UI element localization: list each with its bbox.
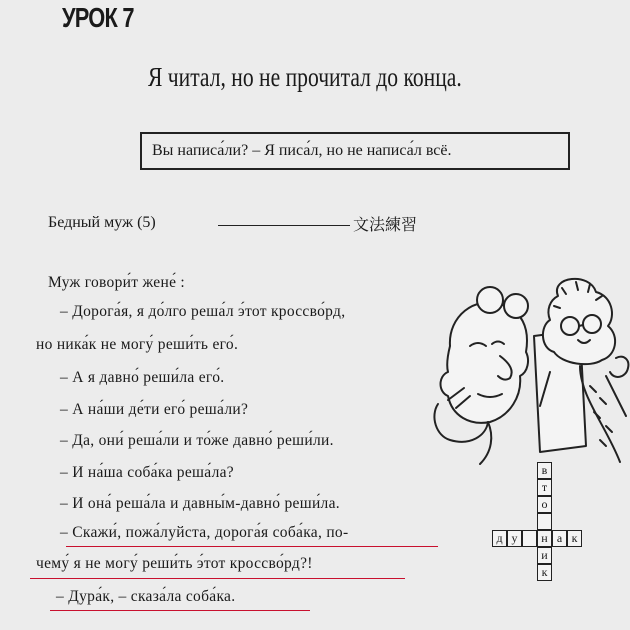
story-line: – А я давно́ реши́ла его́.	[60, 369, 225, 386]
story-subheading: Бедный муж (5)	[48, 214, 156, 231]
subheading-rule	[218, 225, 350, 226]
crossword-cell	[537, 513, 552, 530]
page-title: Я читал, но не прочитал до конца.	[148, 62, 462, 92]
lesson-label: УРОК 7	[62, 2, 134, 33]
story-line: – Скажи́, пожа́луйста, дорога́я соба́ка, по-	[60, 524, 349, 541]
crossword-cell: у	[507, 530, 522, 547]
crossword-cell: о	[537, 496, 552, 513]
grammar-practice-label: 文法練習	[353, 215, 418, 234]
crossword-cell: к	[567, 530, 582, 547]
story-line: – И на́ша соба́ка реша́ла?	[60, 464, 234, 481]
crossword-cell	[522, 530, 537, 547]
crossword-cell: д	[492, 530, 507, 547]
husband-wife-illustration	[430, 276, 630, 466]
story-line: чему́ я не могу́ реши́ть э́тот кроссво́рд?!	[36, 555, 313, 572]
story-line: Муж говори́т жене́ :	[48, 274, 186, 291]
crossword-cell: а	[552, 530, 567, 547]
story-line: – Дура́к, – сказа́ла соба́ка.	[56, 588, 236, 605]
crossword-cell: и	[537, 547, 552, 564]
crossword-cell: к	[537, 564, 552, 581]
story-line: – И она́ реша́ла и давны́м-давно́ реши́ла.	[60, 495, 340, 512]
story-line: – Да, они́ реша́ли и то́же давно́ реши́ли.	[60, 432, 334, 449]
red-underline	[50, 610, 310, 611]
crossword-cell: н	[537, 530, 552, 547]
story-line: – Дорога́я, я до́лго реша́л э́тот кроссво́рд,	[60, 303, 346, 320]
story-line: – А на́ши де́ти его́ реша́ли?	[60, 401, 249, 418]
example-box	[140, 132, 570, 170]
crossword-cell: т	[537, 479, 552, 496]
example-sentence: Вы написа́ли? – Я писа́л, но не написа́л всё.	[152, 142, 452, 159]
red-underline	[30, 578, 405, 579]
crossword-cell: в	[537, 462, 552, 479]
red-underline	[66, 546, 438, 547]
story-line: но ника́к не могу́ реши́ть его́.	[36, 336, 239, 353]
